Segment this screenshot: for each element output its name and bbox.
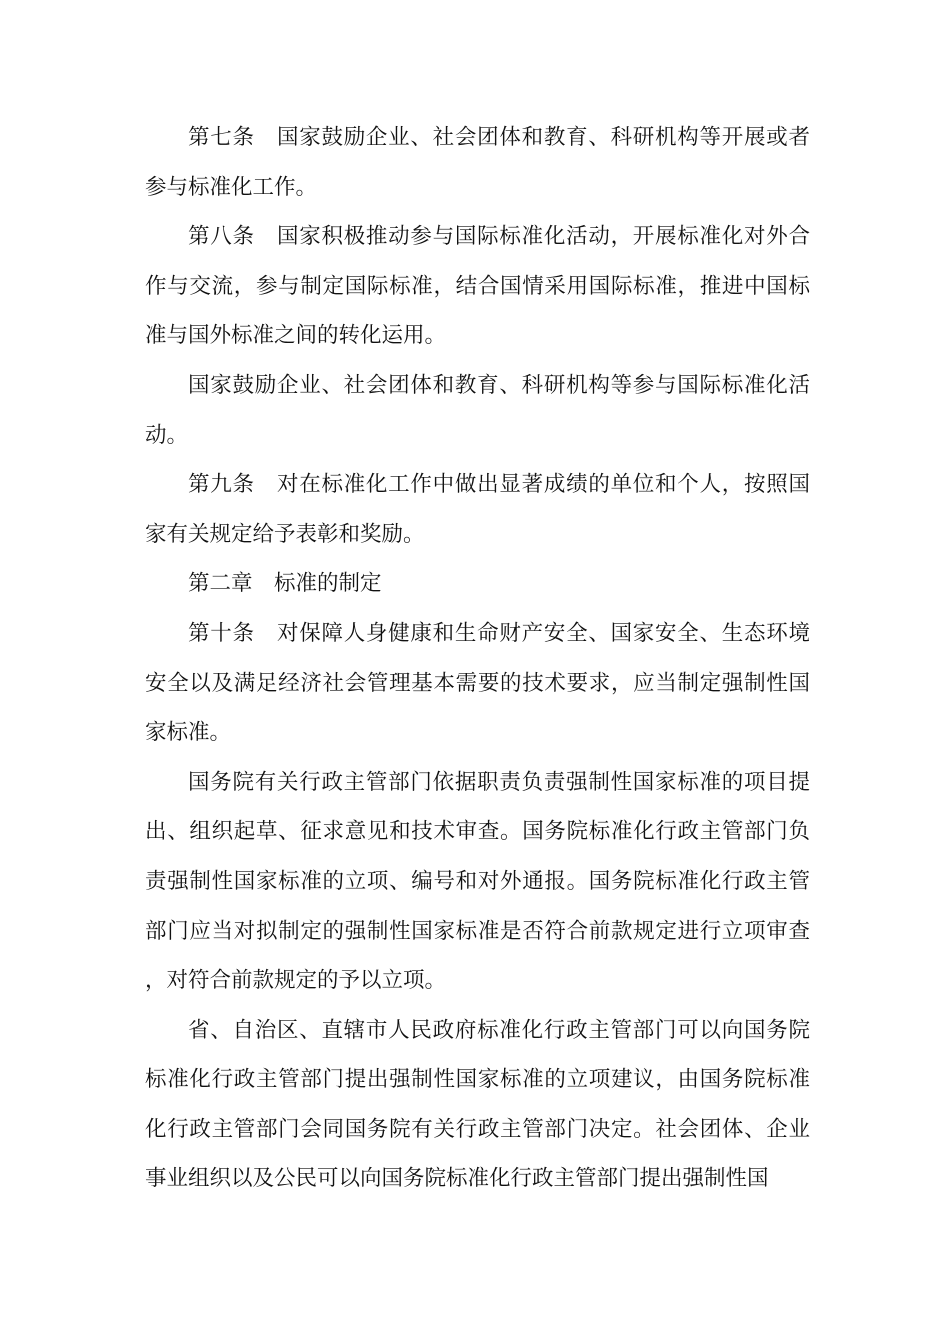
paragraph-text: 国家鼓励企业、社会团体和教育、科研机构等参与国际标准化活动。 <box>145 372 810 448</box>
paragraph-article-9 <box>145 460 810 559</box>
article-label: 第八条 <box>188 224 255 250</box>
paragraph-text: 国务院有关行政主管部门依据职责负责强制性国家标准的项目提出、组织起草、征求意见和技术审查。国务院标准化行政主管部门负责强制性国家标准的立项、编号和对外通报。国务院标准化行政主管部门应当对拟制定的强制性国家标准是否符合前款规定进行立项审查，对符合前款规定的予以立项。 <box>145 769 810 994</box>
paragraph-text: 国家鼓励企业、社会团体和教育、科研机构等开展或者参与标准化工作。 <box>145 125 810 200</box>
paragraph-article-10 <box>145 609 810 758</box>
paragraph-article-7 <box>145 113 810 212</box>
paragraph-article-8-clause-2 <box>145 361 810 460</box>
paragraph-article-8 <box>145 212 810 361</box>
chapter-heading <box>145 559 810 609</box>
article-label: 第七条 <box>188 125 255 150</box>
chapter-label: 第二章 <box>188 571 253 597</box>
paragraph-text: 省、自治区、直辖市人民政府标准化行政主管部门可以向国务院标准化行政主管部门提出强制性国家标准的立项建议，由国务院标准化行政主管部门会同国务院有关行政主管部门决定。社会团体、企业事业组织以及公民可以向国务院标准化行政主管部门提出强制性国 <box>145 1017 810 1192</box>
article-label: 第九条 <box>188 472 255 498</box>
document-body <box>145 113 810 1204</box>
paragraph-article-10-clause-2 <box>145 758 810 1006</box>
paragraph-text: 对保障人身健康和生命财产安全、国家安全、生态环境安全以及满足经济社会管理基本需要的技术要求，应当制定强制性国家标准。 <box>145 620 810 746</box>
paragraph-text: 国家积极推动参与国际标准化活动，开展标准化对外合作与交流，参与制定国际标准，结合国情采用国际标准，推进中国标准与国外标准之间的转化运用。 <box>145 224 810 349</box>
article-label: 第十条 <box>188 620 255 646</box>
paragraph-text: 对在标准化工作中做出显著成绩的单位和个人，按照国家有关规定给予表彰和奖励。 <box>145 472 810 547</box>
paragraph-article-10-clause-3 <box>145 1006 810 1204</box>
chapter-title: 标准的制定 <box>274 571 382 597</box>
